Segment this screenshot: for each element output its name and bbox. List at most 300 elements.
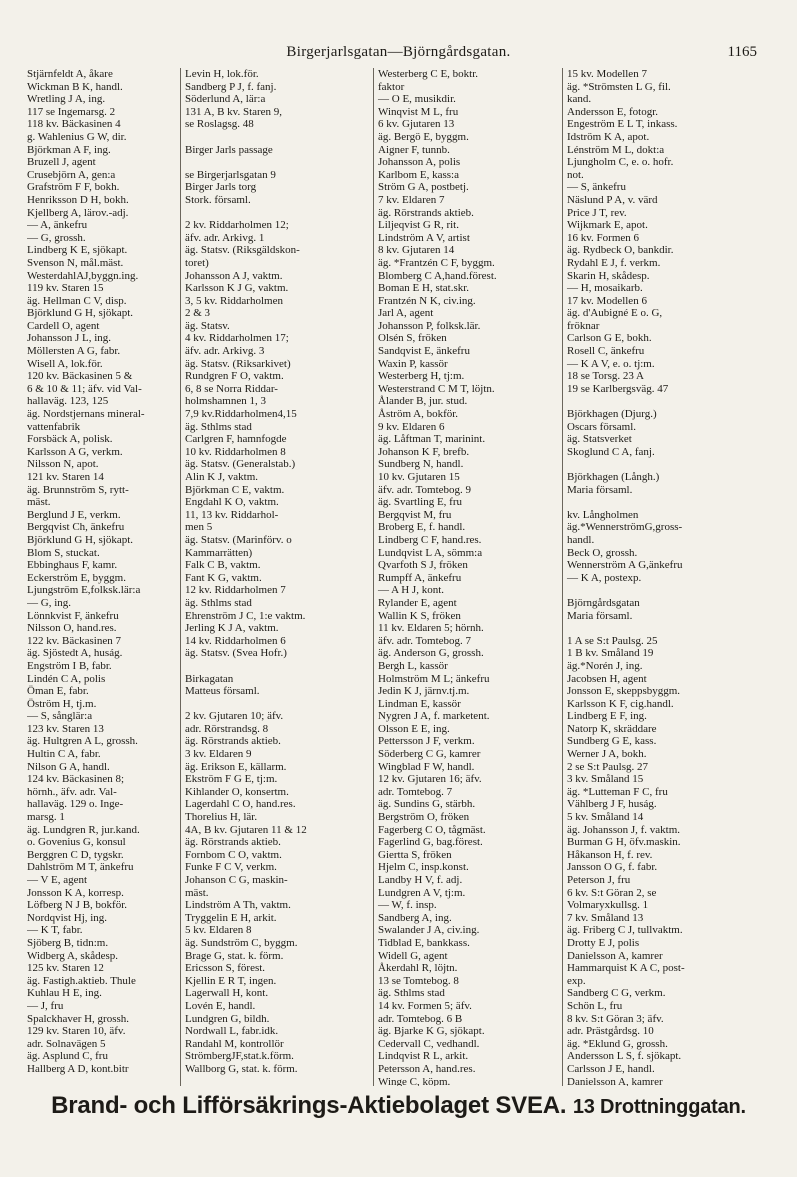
directory-entry: Lagerdahl C O, hand.res. [185, 798, 296, 811]
directory-entry: Ljungholm C, e. o. hofr. [567, 156, 674, 169]
directory-entry: Randahl M, kontrollör [185, 1037, 284, 1050]
directory-entry: Kammarrätten) [185, 546, 253, 559]
directory-entry: Lindberg K E, sjökapt. [27, 244, 128, 257]
directory-entry: äg. Rörstrands aktieb. [185, 836, 281, 849]
directory-entry: Sandberg P J, f. fanj. [185, 80, 277, 93]
directory-entry: Lagerwall H, kont. [185, 987, 269, 1000]
directory-entry: Westerberg H, tj:m. [378, 370, 465, 383]
directory-entry: äg. Asplund C, fru [27, 1050, 108, 1063]
directory-entry: 10 kv. Riddarholmen 8 [185, 445, 286, 458]
directory-entry: adr. Rörstrandsg. 8 [185, 722, 269, 735]
directory-entry: Fant K G, vaktm. [185, 571, 262, 584]
directory-entry: Nordqvist Hj, ing. [27, 911, 108, 924]
directory-entry: Ehrenström J C, 1:e vaktm. [185, 609, 306, 622]
directory-entry: Wallin K S, fröken [378, 609, 461, 622]
directory-entry: 6 & 10 & 11; äfv. vid Val- [27, 382, 142, 395]
directory-entry: 120 kv. Bäckasinen 5 & [27, 370, 133, 383]
directory-entry: Crusebjörn A, gen:a [27, 168, 116, 181]
directory-entry: Drotty E J, polis [567, 936, 640, 949]
directory-entry: Fagerlind G, bag.förest. [378, 836, 483, 849]
directory-entry: äg.*Norén J, ing. [567, 659, 643, 672]
directory-entry: Johansson P, folksk.lär. [378, 319, 481, 332]
directory-entry: Lindström A V, artist [378, 231, 470, 244]
directory-entry: Sundberg G E, kass. [567, 735, 657, 748]
directory-entry: Maria församl. [567, 483, 633, 496]
directory-entry: — K A, postexp. [567, 571, 642, 584]
directory-entry: Karlbom E, kass:a [378, 168, 459, 181]
directory-entry: Björkhagen (Djurg.) [567, 408, 657, 421]
directory-entry: StrömbergJF,stat.k.förm. [185, 1050, 294, 1063]
directory-entry: — H, mosaikarb. [567, 282, 643, 295]
directory-entry: 11 kv. Eldaren 5; hörnh. [378, 622, 484, 635]
directory-entry: 2 se S:t Paulsg. 27 [567, 760, 648, 773]
directory-entry: 123 kv. Staren 13 [27, 722, 104, 735]
directory-entry: Carlsson J E, handl. [567, 1062, 655, 1075]
directory-entry: — K A V, e. o. tj:m. [567, 357, 655, 370]
directory-entry: 4 kv. Riddarholmen 17; [185, 332, 289, 345]
directory-entry: Rosell C, änkefru [567, 345, 645, 358]
directory-entry: Tryggelin E H, arkit. [185, 911, 277, 924]
directory-entry: 18 se Torsg. 23 A [567, 370, 644, 383]
directory-entry: Lindberg E F, ing. [567, 710, 647, 723]
directory-entry: äg. Sthlms stad [185, 420, 252, 433]
directory-entry: Widberg A, skådesp. [27, 949, 119, 962]
directory-entry: 118 kv. Bäckasinen 4 [27, 118, 121, 131]
directory-entry: 6 kv. S:t Göran 2, se [567, 886, 657, 899]
directory-entry: 131 A, B kv. Staren 9, [185, 105, 283, 118]
directory-entry: Qvarfoth S J, fröken [378, 559, 468, 572]
directory-entry: 11, 13 kv. Riddarhol- [185, 508, 279, 521]
directory-entry: Tidblad E, bankkass. [378, 936, 470, 949]
directory-entry: Lovén E, handl. [185, 999, 256, 1012]
directory-entry: 12 kv. Gjutaren 16; äfv. [378, 773, 482, 786]
directory-entry: 2 kv. Gjutaren 10; äfv. [185, 710, 284, 723]
directory-entry: Natorp K, skräddare [567, 722, 657, 735]
directory-entry: 13 se Tomtebog. 8 [378, 974, 459, 987]
directory-entry: Söderberg C G, kamrer [378, 748, 481, 761]
directory-entry: 9 kv. Eldaren 6 [378, 420, 445, 433]
directory-entry: g. Wahlenius G W, dir. [27, 130, 127, 143]
directory-entry: äg. Sjöstedt A, huság. [27, 647, 123, 660]
directory-entry: Johansson J L, ing. [27, 332, 112, 345]
directory-entry: 117 se Ingemarsg. 2 [27, 105, 116, 118]
directory-entry: Levin H, lok.för. [185, 68, 259, 80]
directory-entry: Kihlander O, konsertm. [185, 785, 289, 798]
directory-entry: Karlsson K J G, vaktm. [185, 282, 289, 295]
directory-entry: Peterson J, fru [567, 874, 631, 886]
directory-entry: Pettersson J F, verkm. [378, 735, 475, 748]
directory-entry: 14 kv. Riddarholmen 6 [185, 634, 286, 647]
directory-entry: 16 kv. Formen 6 [567, 231, 640, 244]
directory-entry: toret) [185, 256, 209, 269]
directory-entry: Skarin H, skådesp. [567, 269, 650, 282]
directory-entry: Danielsson A, kamrer [567, 1075, 663, 1086]
directory-entry: Oscars församl. [567, 420, 637, 433]
directory-entry: äfv. adr. Arkivg. 1 [185, 231, 265, 244]
directory-entry: 10 kv. Gjutaren 15 [378, 471, 460, 483]
directory-entry: — G, grossh. [27, 231, 86, 244]
directory-entry: äg. Rörstrands aktieb. [378, 206, 474, 219]
directory-entry: Svenson N, mål.mäst. [27, 256, 124, 269]
directory-entry: Kjellberg A, lärov.-adj. [27, 206, 129, 219]
directory-entry: Björkman C E, vaktm. [185, 483, 285, 496]
column-3 [373, 68, 556, 1086]
directory-entry: fröknar [567, 319, 600, 332]
directory-entry: äg. Hellman C V, disp. [27, 294, 127, 307]
directory-entry: 129 kv. Staren 10, äfv. [27, 1025, 126, 1038]
directory-entry: Hammarquist K A C, post- [567, 962, 685, 975]
directory-entry: Carlson G E, bokh. [567, 332, 652, 345]
directory-entry: 12 kv. Riddarholmen 7 [185, 584, 286, 597]
directory-entry: äg. Sundins G, stärbh. [378, 798, 476, 811]
directory-entry: Johanson C G, maskin- [185, 874, 288, 886]
directory-entry: 4A, B kv. Gjutaren 11 & 12 [185, 823, 307, 836]
directory-entry: 14 kv. Formen 5; äfv. [378, 999, 472, 1012]
directory-entry: Winge C, köpm. [378, 1075, 451, 1086]
directory-entry: Rylander E, agent [378, 596, 457, 609]
directory-entry: Waxin P, kassör [378, 357, 448, 370]
directory-entry: Olsén S, fröken [378, 332, 447, 345]
directory-entry: Johansson A, polis [378, 156, 461, 169]
directory-entry: 7,9 kv.Riddarholmen4,15 [185, 408, 297, 421]
advertisement-footer [0, 1092, 797, 1120]
directory-entry: Falk C B, vaktm. [185, 559, 261, 572]
directory-entry: äg. Bjarke K G, sjökapt. [378, 1025, 485, 1038]
directory-entry: Jedin K J, järnv.tj.m. [378, 685, 470, 698]
directory-entry: Cedervall C, vedhandl. [378, 1037, 480, 1050]
directory-entry: 1 B kv. Småland 19 [567, 647, 654, 660]
directory-entry: Johanson K F, brefb. [378, 445, 470, 458]
directory-entry: 7 kv. Eldaren 7 [378, 193, 445, 206]
directory-entry: Price J T, rev. [567, 206, 627, 219]
directory-entry: Frantzén N K, civ.ing. [378, 294, 476, 307]
directory-entry: Wretling J A, ing. [27, 93, 106, 106]
directory-entry: Aigner F, tunnb. [378, 143, 450, 156]
directory-entry: äg. Bergö E, byggm. [378, 130, 469, 143]
directory-entry: Nordwall L, fabr.idk. [185, 1025, 279, 1038]
directory-entry: Wickman B K, handl. [27, 80, 123, 93]
directory-entry: Ebbinghaus F, kamr. [27, 559, 118, 572]
directory-entry: Sandberg A, ing. [378, 911, 452, 924]
directory-entry: äg. Statsv. (Marinförv. o [185, 533, 292, 546]
footer-company: Brand- och Lifförsäkrings-Aktiebolaget SVEA. [51, 1092, 567, 1119]
directory-entry: Giertta S, fröken [378, 848, 452, 861]
directory-entry: — A H J, kont. [378, 584, 445, 597]
directory-entry [567, 395, 789, 408]
directory-entry: Andersson E, fotogr. [567, 105, 659, 118]
directory-entry: Cardell O, agent [27, 319, 100, 332]
directory-entry: Åkerdahl R, löjtn. [378, 962, 458, 975]
directory-entry: Grafström F F, bokh. [27, 181, 120, 194]
directory-entry: adr. Prästgårdsg. 10 [567, 1025, 654, 1038]
directory-entry: 3 kv. Eldaren 9 [185, 748, 252, 761]
directory-entry: Wallborg G, stat. k. förm. [185, 1062, 298, 1075]
directory-entry: äg. Johansson J, f. vaktm. [567, 823, 681, 836]
directory-entry: äg. Statsverket [567, 433, 632, 446]
directory-entry: äfv. adr. Tomtebog. 7 [378, 634, 472, 647]
directory-entry: Hultin C A, fabr. [27, 748, 101, 761]
directory-entry: 17 kv. Modellen 6 [567, 294, 647, 307]
directory-entry: 1 A se S:t Paulsg. 25 [567, 634, 658, 647]
directory-entry: 19 se Karlbergsväg. 47 [567, 382, 669, 395]
directory-entry: äfv. adr. Tomtebog. 9 [378, 483, 472, 496]
directory-entry: — K T, fabr. [27, 924, 83, 937]
directory-entry: äg. Statsv. [185, 319, 230, 332]
directory-entry: 8 kv. Gjutaren 14 [378, 244, 455, 257]
directory-entry: äg. Erikson E, källarm. [185, 760, 287, 773]
directory-entry: Lönnkvist F, änkefru [27, 609, 119, 622]
directory-entry: se Roslagsg. 48 [185, 118, 254, 131]
directory-entry: Westerberg C E, boktr. [378, 68, 479, 80]
directory-entry: Bergqvist Ch, änkefru [27, 521, 125, 534]
directory-entry: äg. Sthlms stad [378, 987, 445, 1000]
directory-entry: Jonsson K A, korresp. [27, 886, 124, 899]
directory-entry: Lénström M L, dokt:a [567, 143, 665, 156]
directory-entry: Möllersten A G, fabr. [27, 345, 121, 358]
page-header [0, 44, 797, 62]
directory-entry: 3, 5 kv. Riddarholmen [185, 294, 283, 307]
directory-entry: Rydahl E J, f. verkm. [567, 256, 661, 269]
directory-entry: äg. *Eklund G, grossh. [567, 1037, 668, 1050]
directory-entry: handl. [567, 533, 595, 546]
directory-entry: adr. Tomtebog. 7 [378, 785, 453, 798]
directory-entry: Bergström O, fröken [378, 811, 470, 824]
directory-entry: Birger Jarls torg [185, 181, 257, 194]
directory-entry: äg. Lundgren R, jur.kand. [27, 823, 140, 836]
directory-entry: Ström G A, postbetj. [378, 181, 469, 194]
directory-entry: Jansson O G, f. fabr. [567, 861, 658, 874]
directory-entry: äg. *Lutteman F C, fru [567, 785, 668, 798]
directory-entry: Blom S, stuckat. [27, 546, 100, 559]
directory-entry: Rumpff A, änkefru [378, 571, 462, 584]
directory-entry: Jacobsen H, agent [567, 672, 647, 685]
directory-entry: Nygren J A, f. marketent. [378, 710, 490, 723]
directory-entry: exp. [567, 974, 586, 987]
directory-entry: Widell G, agent [378, 949, 448, 962]
column-4 [562, 68, 789, 1086]
directory-entry: o. Govenius G, konsul [27, 836, 126, 849]
directory-entry: äg. Statsv. (Riksarkivet) [185, 357, 291, 370]
directory-entry: Lindberg C F, hand.res. [378, 533, 482, 546]
directory-entry: Näslund P A, v. värd [567, 193, 658, 206]
directory-entry: Kuhlau H E, ing. [27, 987, 102, 1000]
directory-entry: Westerstrand C M T, löjtn. [378, 382, 495, 395]
directory-columns [27, 68, 789, 1086]
directory-entry: äg. Rydbeck O, bankdir. [567, 244, 674, 257]
directory-entry [185, 660, 367, 673]
directory-entry: Ericsson S, förest. [185, 962, 266, 975]
directory-entry: 7 kv. Småland 13 [567, 911, 644, 924]
directory-entry: Matteus församl. [185, 685, 260, 698]
directory-entry: äg. Svartling E, fru [378, 496, 463, 509]
directory-entry: — A, änkefru [27, 219, 88, 232]
directory-entry: Wennerström A G,änkefru [567, 559, 683, 572]
directory-entry: äg. Låftman T, marinint. [378, 433, 486, 446]
directory-entry: Karlsson K F, cig.handl. [567, 697, 674, 710]
directory-entry: Jerling K J A, vaktm. [185, 622, 279, 635]
directory-entry: 6 kv. Gjutaren 13 [378, 118, 455, 131]
directory-entry [185, 131, 367, 144]
directory-entry: WesterdahlAJ,byggn.ing. [27, 269, 139, 282]
directory-entry: Lindström A Th, vaktm. [185, 899, 291, 912]
directory-entry: Johansson A J, vaktm. [185, 269, 283, 282]
directory-entry [567, 622, 789, 635]
directory-entry: Stork. församl. [185, 193, 251, 206]
directory-entry: 5 kv. Småland 14 [567, 811, 644, 824]
directory-entry: Funke F C V, verkm. [185, 861, 277, 874]
directory-entry: äg. Statsv. (Svea Hofr.) [185, 647, 287, 660]
directory-entry: Henriksson D H, bokh. [27, 193, 129, 206]
directory-entry: hallaväg. 123, 125 [27, 395, 109, 408]
directory-entry: Skoglund C A, fanj. [567, 445, 655, 458]
directory-entry: Björklund G H, sjökapt. [27, 307, 134, 320]
directory-entry: Danielsson A, kamrer [567, 949, 663, 962]
directory-entry [567, 584, 789, 597]
directory-entry: Wingblad F W, handl. [378, 760, 475, 773]
directory-entry: Björkman A F, ing. [27, 143, 111, 156]
directory-entry: holmshamnen 1, 3 [185, 395, 266, 408]
directory-entry: Wisell A, lok.för. [27, 357, 103, 370]
directory-entry: Forsbäck A, polisk. [27, 433, 113, 446]
directory-entry: Boman E H, stat.skr. [378, 282, 470, 295]
directory-entry: äg. Rörstrands aktieb. [185, 735, 281, 748]
directory-entry: 3 kv. Småland 15 [567, 773, 644, 786]
directory-entry: Liljeqvist G R, rit. [378, 219, 459, 232]
directory-entry [185, 207, 367, 220]
directory-entry: Lundgren G, bildh. [185, 1012, 270, 1025]
directory-entry: men 5 [185, 521, 213, 534]
directory-entry: Spalckhaver H, grossh. [27, 1012, 130, 1025]
page-title: Birgerjarlsgatan—Björngårdsgatan. [286, 44, 511, 60]
directory-entry: äg. Friberg C J, tullvaktm. [567, 924, 683, 937]
directory-entry: 119 kv. Staren 15 [27, 282, 104, 295]
directory-entry [185, 698, 367, 711]
directory-entry: Karlsson A G, verkm. [27, 445, 123, 458]
directory-entry: Lundgren A V, tj:m. [378, 886, 466, 899]
directory-entry: äfv. adr. Arkivg. 3 [185, 345, 265, 358]
directory-entry: — O E, musikdir. [378, 93, 456, 106]
directory-entry: Schön L, fru [567, 999, 623, 1012]
directory-entry: 6, 8 se Norra Riddar- [185, 382, 278, 395]
page-number: 1165 [727, 44, 757, 60]
directory-entry: hallaväg. 129 o. Inge- [27, 798, 124, 811]
directory-entry: hörnh., äfv. adr. Val- [27, 785, 117, 798]
directory-entry: äg. Fastigh.aktieb. Thule [27, 974, 136, 987]
directory-entry: Idström K A, apot. [567, 130, 650, 143]
directory-entry: Sundberg N, handl. [378, 458, 464, 471]
directory-entry: 2 kv. Riddarholmen 12; [185, 219, 289, 232]
directory-entry: Birkagatan [185, 672, 234, 685]
directory-entry: — W, f. insp. [378, 899, 437, 912]
directory-entry: Brage G, stat. k. förm. [185, 949, 284, 962]
directory-entry: 8 kv. S:t Göran 3; äfv. [567, 1012, 664, 1025]
directory-entry: Fagerberg C O, tågmäst. [378, 823, 486, 836]
directory-entry: Fornbom C O, vaktm. [185, 848, 282, 861]
directory-entry: Åström A, bokför. [378, 408, 459, 421]
directory-entry [567, 458, 789, 471]
directory-entry: Engström I B, fabr. [27, 659, 112, 672]
directory-entry: Thorelius H, lär. [185, 811, 258, 824]
directory-entry: Broberg E, f. handl. [378, 521, 466, 534]
directory-entry: vattenfabrik [27, 420, 81, 433]
directory-entry: Björklund G H, sjökapt. [27, 533, 134, 546]
directory-entry: — S, änkefru [567, 181, 626, 194]
column-2 [180, 68, 367, 1086]
directory-entry: Hjelm C, insp.konst. [378, 861, 469, 874]
directory-entry: 2 & 3 [185, 307, 211, 320]
directory-entry: kand. [567, 93, 592, 106]
directory-entry: äg. Brunnström S, rytt- [27, 483, 129, 496]
directory-entry: 124 kv. Bäckasinen 8; [27, 773, 125, 786]
directory-entry: Jarl A, agent [378, 307, 434, 320]
directory-entry: Volmaryxkullsg. 1 [567, 899, 649, 912]
directory-entry: se Birgerjarlsgatan 9 [185, 168, 276, 181]
directory-entry: Nilsson O, hand.res. [27, 622, 117, 635]
directory-entry: Lindqvist R L, arkit. [378, 1050, 469, 1063]
directory-entry: äg. Hultgren A L, grossh. [27, 735, 138, 748]
directory-entry: Engdahl K O, vaktm. [185, 496, 279, 509]
directory-entry: Jonsson E, skeppsbyggm. [567, 685, 681, 698]
directory-entry: Bergh L, kassör [378, 659, 448, 672]
directory-entry: Eckerström E, byggm. [27, 571, 126, 584]
directory-entry: Berglund J E, verkm. [27, 508, 121, 521]
directory-entry: mäst. [185, 886, 209, 899]
directory-entry: Winqvist M L, fru [378, 105, 459, 118]
directory-entry: Bruzell J, agent [27, 156, 96, 169]
footer-address: 13 Drottninggatan. [572, 1096, 746, 1118]
directory-entry: Engeström E L T, inkass. [567, 118, 678, 131]
directory-entry: Rundgren F O, vaktm. [185, 370, 284, 383]
directory-entry: Öström H, tj.m. [27, 697, 97, 710]
directory-entry: Stjärnfeldt A, åkare [27, 68, 113, 80]
directory-entry: — S, sånglär:a [27, 710, 93, 723]
directory-entry: Björkhagen (Långh.) [567, 471, 660, 483]
directory-entry: 15 kv. Modellen 7 [567, 68, 647, 80]
directory-entry: Sandqvist E, änkefru [378, 345, 470, 358]
directory-entry: Lindman E, kassör [378, 697, 461, 710]
directory-entry: faktor [378, 80, 405, 93]
directory-entry: Lindén C A, polis [27, 672, 106, 685]
directory-entry: Werner J A, bokh. [567, 748, 647, 761]
directory-entry: Ekström F G E, tj:m. [185, 773, 278, 786]
directory-entry: Sjöberg B, tidn:m. [27, 936, 109, 949]
directory-entry [567, 496, 789, 509]
directory-entry: — G, ing. [27, 596, 71, 609]
directory-entry: äg. Sthlms stad [185, 596, 252, 609]
directory-entry: äg. Statsv. (Generalstab.) [185, 458, 296, 471]
directory-entry: äg. Sundström C, byggm. [185, 936, 298, 949]
directory-entry: Hallberg A D, kont.bitr [27, 1062, 129, 1075]
directory-entry: Alin K J, vaktm. [185, 471, 259, 483]
directory-entry: äg. d'Aubigné E o. G, [567, 307, 663, 320]
directory-entry: äg. *Strömsten L G, fil. [567, 80, 671, 93]
directory-entry: äg.*WennerströmG,gross- [567, 521, 683, 534]
directory-entry: adr. Solnavägen 5 [27, 1037, 106, 1050]
directory-entry: Löfberg N J B, bokför. [27, 899, 128, 912]
directory-entry: Blomberg C A,hand.förest. [378, 269, 497, 282]
directory-entry: Sandberg C G, verkm. [567, 987, 666, 1000]
directory-entry: 125 kv. Staren 12 [27, 962, 104, 975]
directory-entry: Nilsson N, apot. [27, 458, 99, 471]
directory-entry [185, 156, 367, 169]
directory-entry: — J, fru [27, 999, 64, 1012]
directory-entry: Olsson E E, ing. [378, 722, 450, 735]
directory-entry: äg. Statsv. (Riksgäldskon- [185, 244, 300, 257]
directory-entry: Kjellin E R T, ingen. [185, 974, 277, 987]
directory-entry: Beck O, grossh. [567, 546, 638, 559]
directory-entry: äg. *Frantzén C F, byggm. [378, 256, 495, 269]
directory-entry: Holmström M L; änkefru [378, 672, 490, 685]
